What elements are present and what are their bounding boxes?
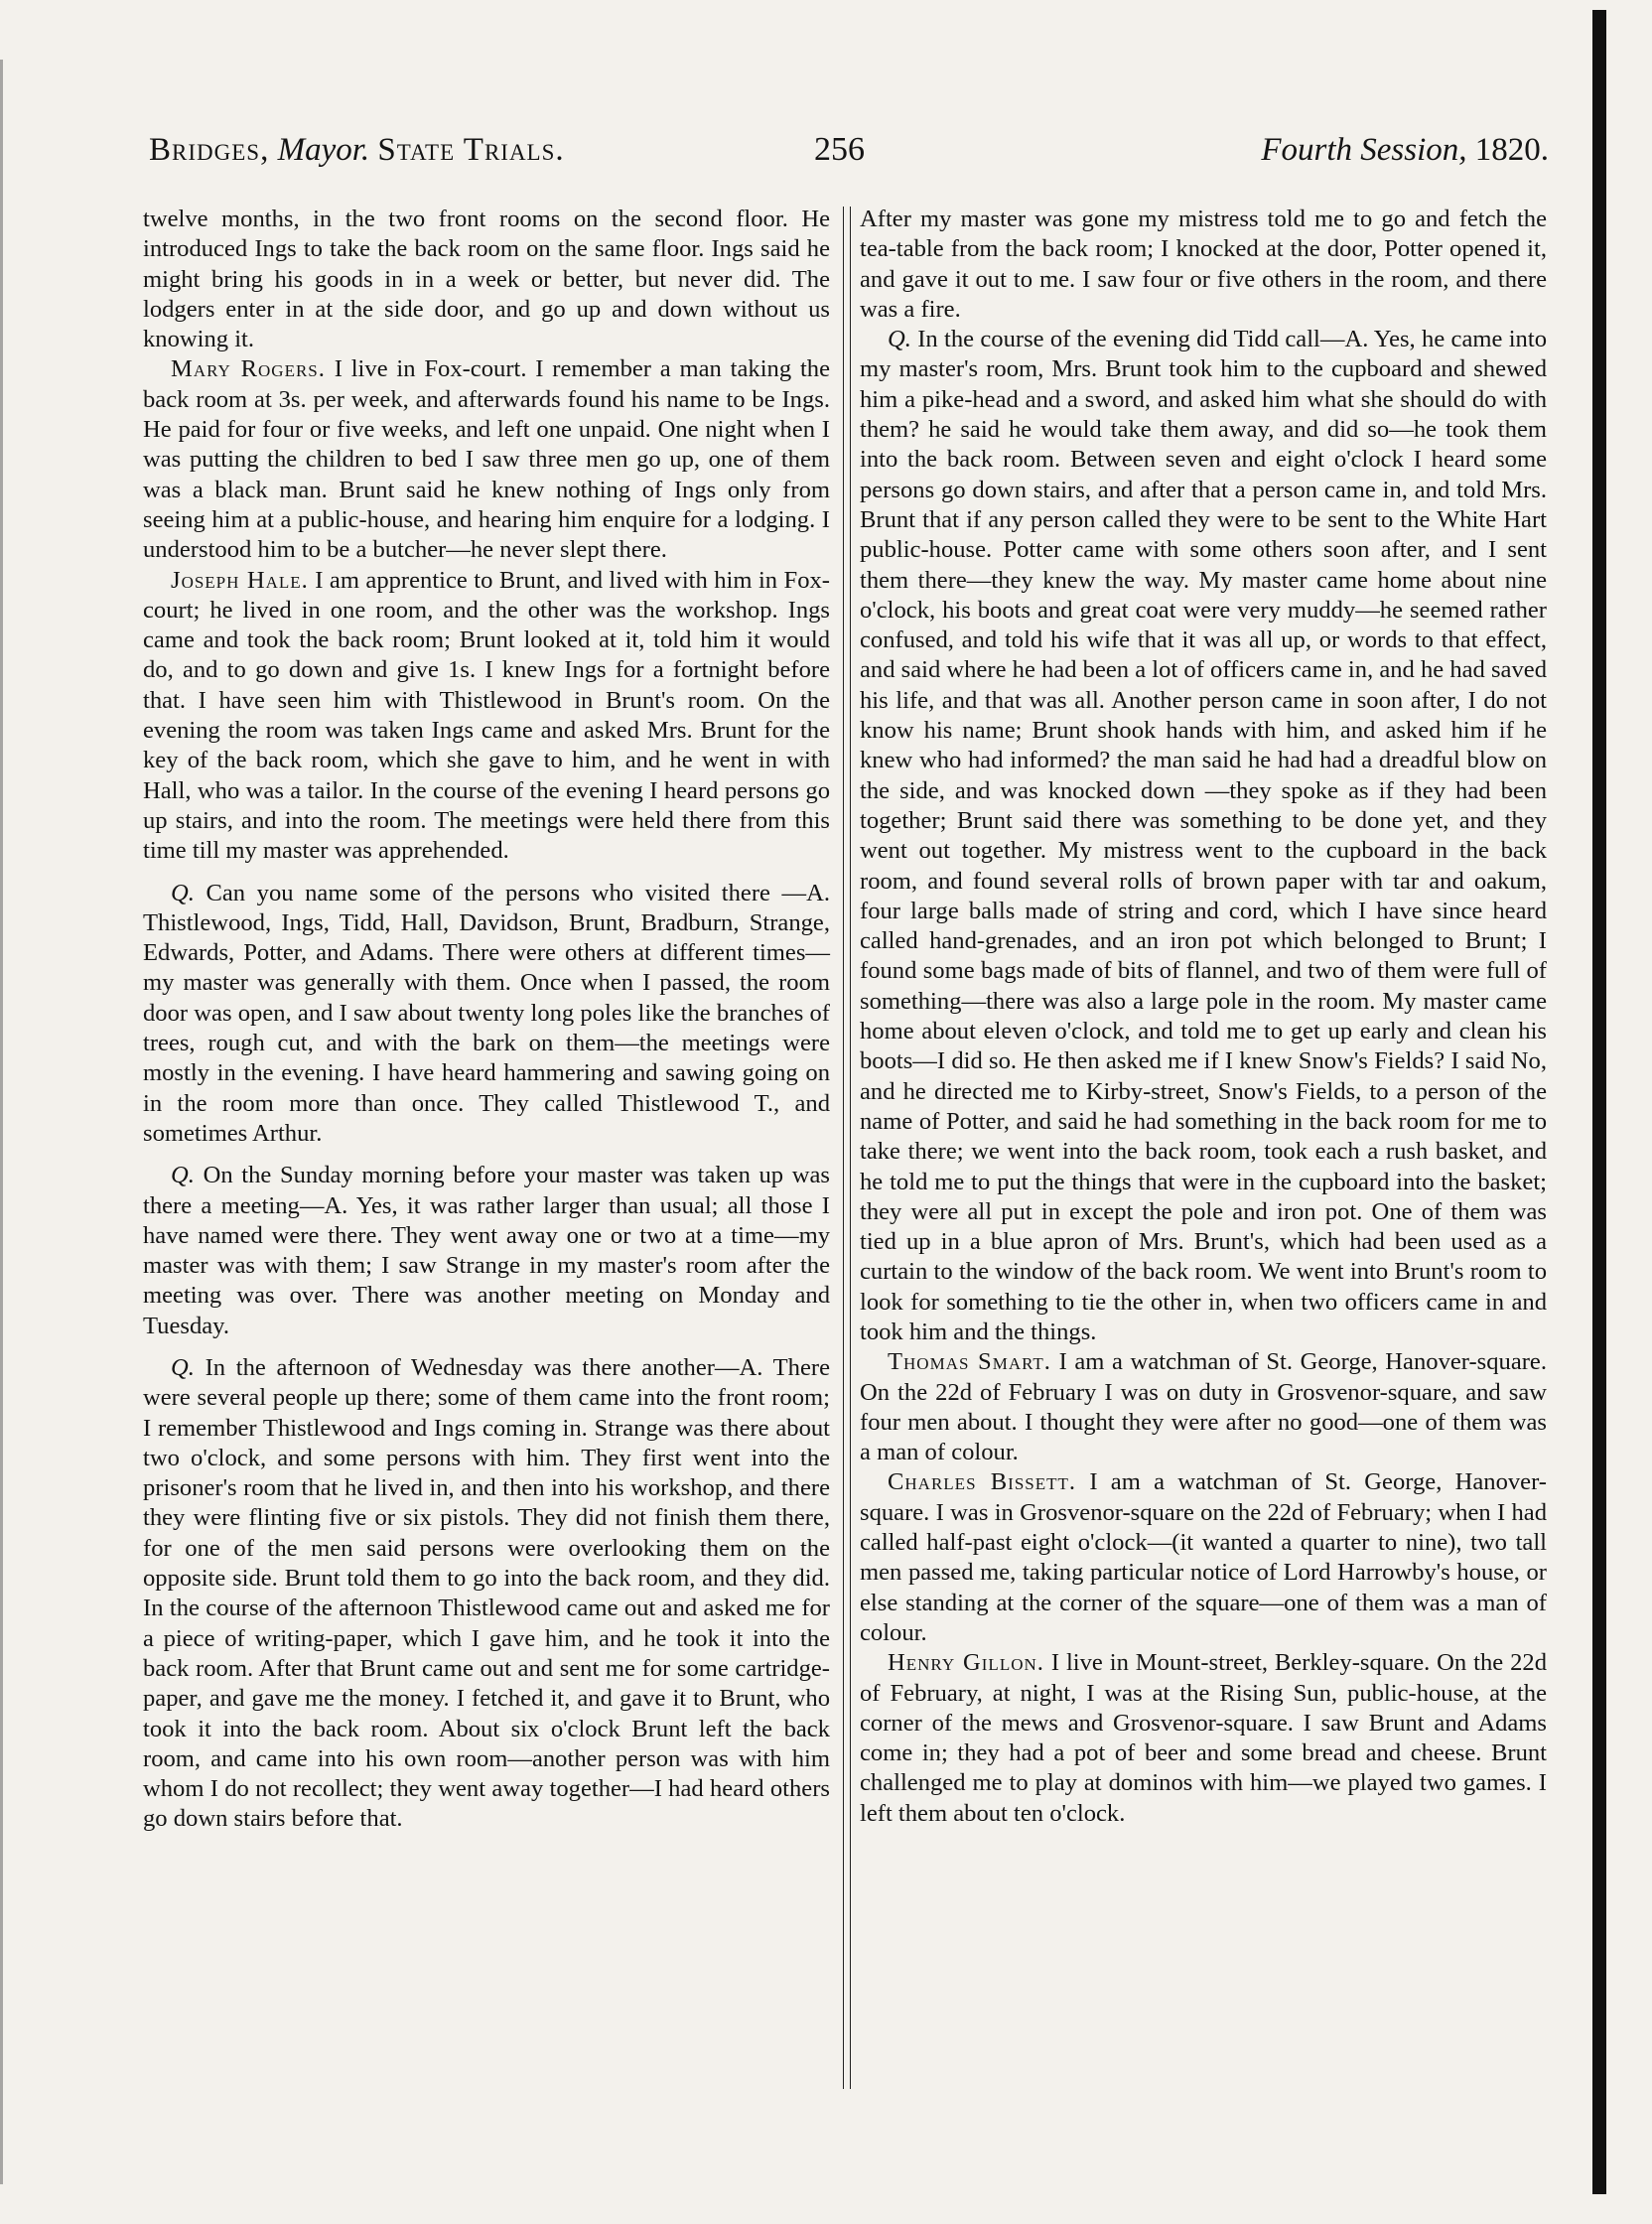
- paragraph: [143, 879, 830, 1150]
- paragraph: [860, 1347, 1547, 1467]
- paragraph-text: In the afternoon of Wednesday was there another—A. There were several people up there; some of them came into the front room; I remember Thistlewood and Ings coming in. Strange was there about two o'clock, and some persons with him. They first went into the prisoner's room that he lived in, and then into his workshop, and there they were flinting five or six pistols. They did not finish them there, for one of the men said persons were overlooking them on the opposite side. Brunt told them to go into the back room, and they did. In the course of the afternoon Thistlewood came out and asked me for a piece of writing-paper, which I gave him, and he took it into the back room. After that Brunt came out and sent me for some cartridge-paper, and gave me the money. I fetched it, and gave it to Brunt, who took it into the back room. About six o'clock Brunt left the back room, and came into his own room—another person was with him whom I do not recollect; they went away together—I had heard others go down stairs before that.: [143, 1353, 830, 1833]
- question-marker: Q.: [171, 1162, 195, 1189]
- header-year: 1820.: [1474, 132, 1549, 168]
- paragraph-text: I live in Mount-street, Berkley-square. On the 22d of February, at night, I was at the Rising Sun, public-house, at the corner of the mews and Grosvenor-square. I saw Brunt and Adams come in; they had a pot of beer and some bread and cheese. Brunt challenged me to play at dominos with him—we played two games. I left them about ten o'clock.: [860, 1649, 1547, 1827]
- header-name: Bridges,: [149, 132, 270, 168]
- paragraph: [860, 1648, 1547, 1829]
- paragraph: [860, 205, 1547, 325]
- question-marker: Q.: [888, 326, 911, 353]
- running-header: [149, 127, 1549, 173]
- witness-name: Charles Bissett.: [888, 1468, 1077, 1496]
- paragraph: [860, 325, 1547, 1347]
- header-book: State Trials.: [377, 132, 565, 168]
- column-divider: [843, 207, 851, 2089]
- page-binding-edge: [0, 60, 13, 2184]
- paragraph: [143, 1161, 830, 1341]
- question-marker: Q.: [171, 879, 195, 906]
- witness-name: Henry Gillon.: [888, 1649, 1044, 1677]
- header-session: Fourth Session,: [1261, 132, 1467, 168]
- paragraph-text: In the course of the evening did Tidd call—A. Yes, he came into my master's room, Mrs. Brunt took him to the cupboard and shewed him a pike-head and a sword, and asked him what she should do with them? he said he would take them away, and did so—he took them into the back room. Between seven and eight o'clock I heard some persons go down stairs, and after that a person came in, and told Mrs. Brunt that if any person called they were to be sent to the White Hart public-house. Potter came with some others soon after, and I sent them there—they knew the way. My master came home about nine o'clock, his boots and great coat were very muddy—he seemed rather confused, and told his wife that it was all up, or words to that effect, and said where he had been a lot of officers came in, and he had saved his life, and that was all. Another person came in soon after, I do not know his name; Brunt shook hands with him, and asked him if he knew who had informed? the man said he had had a dreadful blow on the side, and was knocked down —they spoke as if they had been together; Brunt said there was something to be done yet, and they went out together. My mistress went to the cupboard in the back room, and found several rolls of brown paper with tar and oakum, four large balls made of string and cord, which I have since heard called hand-grenades, and an iron pot which belonged to Brunt; I found some bags made of bits of flannel, and two of them were full of something—there was also a large pole in the room. My master came home about eleven o'clock, and told me to get up early and clean his boots—I did so. He then asked me if I knew Snow's Fields? I said No, and he directed me to Kirby-street, Snow's Fields, to a person of the name of Potter, and said he had something in the back room for me to take there; we went into the back room, took each a rush basket, and he told me to put the things that were in the cupboard into the basket; they were all put in except the pole and iron pot. One of them was tied up in a blue apron of Mrs. Brunt's, which had been used as a curtain to the window of the back room. We went into Brunt's room to look for something to tie the other in, when two officers came in and took him and the things.: [860, 326, 1547, 1345]
- paragraph-text: I am apprentice to Brunt, and lived with him in Fox-court; he lived in one room, and the other was the workshop. Ings came and took the back room; Brunt looked at it, told him it would do, and to go down and give 1s. I knew Ings for a fortnight before that. I have seen him with Thistlewood in Brunt's room. On the evening the room was taken Ings came and asked Mrs. Brunt for the key of the back room, which she gave to him, and he went in with Hall, who was a tailor. In the course of the evening I heard persons go up stairs, and into the room. The meetings were held there from this time till my master was apprehended.: [143, 566, 830, 865]
- page-number: 256: [814, 131, 865, 168]
- paragraph: [860, 1467, 1547, 1648]
- header-title: Mayor.: [277, 132, 370, 168]
- page-right-edge: [1592, 10, 1606, 2194]
- paragraph-text: After my master was gone my mistress told me to go and fetch the tea-table from the back room; I knocked at the door, Potter opened it, and gave it out to me. I saw four or five others in the room, and there was a fire.: [860, 206, 1547, 323]
- paragraph-text: I am a watchman of St. George, Hanover-square. On the 22d of February I was on duty in Grosvenor-square, and saw four men about. I thought they were after no good—one of them was a man of colour.: [860, 1348, 1547, 1466]
- paragraph: [143, 566, 830, 867]
- question-marker: Q.: [171, 1353, 195, 1381]
- paragraph-text: On the Sunday morning before your master was taken up was there a meeting—A. Yes, it was rather larger than usual; all those I have named were there. They went away one or two at a time—my master was with them; I saw Strange in my master's room after the meeting was over. There was another meeting on Monday and Tuesday.: [143, 1162, 830, 1339]
- paragraph-text: Can you name some of the persons who visited there —A. Thistlewood, Ings, Tidd, Hall, Davidson, Brunt, Bradburn, Strange, Edwards, Potter, and Adams. There were others at different times—my master was generally with them. Once when I passed, the room door was open, and I saw about twenty long poles like the branches of trees, rough cut, and with the bark on them—the meetings were mostly in the evening. I have heard hammering and sawing going on in the room more than once. They called Thistlewood T., and sometimes Arthur.: [143, 879, 830, 1147]
- witness-name: Thomas Smart.: [888, 1348, 1051, 1376]
- paragraph-text: I am a watchman of St. George, Hanover-square. I was in Grosvenor-square on the 22d of February; when I had called half-past eight o'clock—(it wanted a quarter to nine), two tall men passed me, taking particular notice of Lord Harrowby's house, or else standing at the corner of the square—one of them was a man of colour.: [860, 1468, 1547, 1646]
- paragraph: [143, 205, 830, 354]
- paragraph: [143, 1353, 830, 1835]
- header-left: [149, 127, 565, 173]
- paragraph: [143, 354, 830, 565]
- witness-name: Mary Rogers.: [171, 355, 326, 383]
- right-column: [860, 205, 1547, 1829]
- header-right: [1261, 127, 1549, 173]
- paragraph-text: twelve months, in the two front rooms on the second floor. He introduced Ings to take the back room on the same floor. Ings said he might bring his goods in in a week or better, but never did. The lodgers enter in at the side door, and go up and down without us knowing it.: [143, 206, 830, 353]
- witness-name: Joseph Hale.: [171, 566, 309, 594]
- paragraph-text: I live in Fox-court. I remember a man taking the back room at 3s. per week, and afterwards found his name to be Ings. He paid for four or five weeks, and left one unpaid. One night when I was putting the children to bed I saw three men go up, one of them was a black man. Brunt said he knew nothing of Ings only from seeing him at a public-house, and hearing him enquire for a lodging. I understood him to be a butcher—he never slept there.: [143, 355, 830, 564]
- left-column: [143, 205, 830, 1835]
